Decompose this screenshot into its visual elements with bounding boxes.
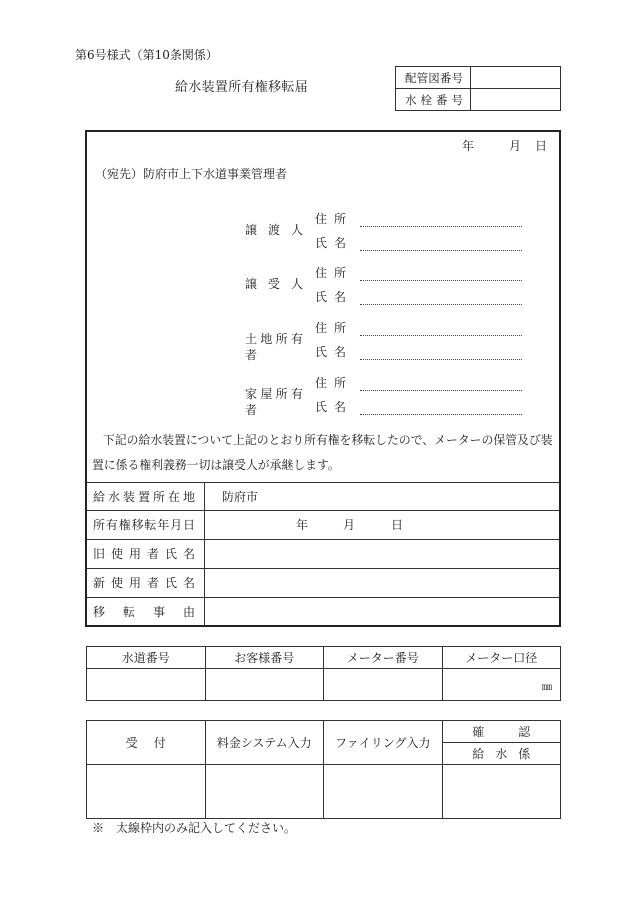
party-role-label: 家屋所有者: [245, 387, 303, 417]
billing-input-header: 料金システム入力: [205, 721, 324, 765]
statement-line-1: 下記の給水装置について上記のとおり所有権を移転したので、メーターの保管及び装: [103, 433, 553, 447]
name-fill-line: [360, 289, 522, 305]
name-fill-line: [360, 235, 522, 251]
address-label: 住所: [315, 266, 346, 280]
address-fill-line: [360, 211, 522, 227]
details-row-transfer-reason: [87, 597, 559, 625]
name-fill-line: [360, 344, 522, 360]
details-label-cell: [87, 569, 205, 597]
details-row-former-user: [87, 539, 559, 568]
party-house-owner: [87, 375, 559, 415]
water-section-header: 給水係: [472, 746, 531, 761]
hydrant-number-value-cell: [471, 89, 561, 111]
reception-header-cell: [87, 721, 206, 765]
water-section-header-cell: [442, 743, 561, 765]
party-role-label: 土地所有者: [245, 332, 303, 362]
details-label-cell: [87, 598, 205, 625]
address-fill-line: [360, 265, 522, 281]
date-year-label: 年: [462, 139, 475, 153]
confirm-cell: [442, 765, 561, 819]
address-label: 住所: [315, 212, 346, 226]
meter-diameter-unit: ㎜: [442, 669, 561, 701]
addressee: （宛先）防府市上下水道事業管理者: [95, 167, 288, 181]
location-value: 防府市: [222, 489, 259, 504]
pipe-map-number-value-cell: [471, 67, 561, 89]
customer-number-header: お客様番号: [205, 647, 324, 669]
meter-header-row: [87, 647, 561, 669]
name-label: 氏名: [315, 345, 346, 359]
name-label: 氏名: [315, 236, 346, 250]
hydrant-number-row: [396, 89, 561, 111]
name-label: 氏名: [315, 290, 346, 304]
details-value-cell: [205, 598, 559, 625]
confirm-header: 確認: [472, 724, 531, 739]
details-label-cell: [87, 540, 205, 568]
address-fill-line: [360, 375, 522, 391]
date-month-label: 月: [509, 139, 522, 153]
confirm-header-cell: [442, 721, 561, 743]
office-body-row: [87, 765, 561, 819]
meter-number-cell: [324, 669, 443, 701]
address-fill-line: [360, 320, 522, 336]
form-number: 第6号様式（第10条関係）: [75, 48, 218, 62]
address-label: 住所: [315, 321, 346, 335]
meter-number-header: メーター番号: [324, 647, 443, 669]
pipe-map-number-label: 配管図番号: [405, 70, 463, 85]
filing-input-header: ファイリング入力: [324, 721, 443, 765]
details-table: [87, 482, 559, 625]
date-day-label: 日: [535, 139, 548, 153]
details-value-cell: [205, 511, 559, 539]
details-label: 所有権移転年月日: [93, 518, 195, 532]
hydrant-number-label: 水栓番号: [405, 92, 463, 107]
reception-cell: [87, 765, 206, 819]
transfer-day-label: 日: [391, 518, 404, 532]
details-label: 給水装置所在地: [93, 489, 195, 504]
hydrant-number-label-cell: [396, 89, 471, 111]
details-row-new-user: [87, 568, 559, 597]
details-label-cell: [87, 511, 205, 539]
customer-number-cell: [205, 669, 324, 701]
water-number-header: 水道番号: [87, 647, 206, 669]
footnote: ※ 太線枠内のみ記入してください。: [92, 821, 297, 835]
party-transferee: [87, 265, 559, 305]
meter-value-row: [87, 669, 561, 701]
name-fill-line: [360, 399, 522, 415]
address-label: 住所: [315, 376, 346, 390]
meter-info-table: [86, 646, 561, 701]
details-label-cell: [87, 483, 205, 510]
reference-number-table: [395, 66, 561, 111]
office-use-table: [86, 720, 561, 819]
transfer-month-label: 月: [343, 518, 356, 532]
details-row-location: [87, 482, 559, 510]
details-row-transfer-date: [87, 510, 559, 539]
transfer-year-label: 年: [296, 518, 309, 532]
name-label: 氏名: [315, 400, 346, 414]
details-value-cell: [205, 569, 559, 597]
form-main-frame: [85, 130, 561, 627]
statement-line-2: 置に係る権利義務一切は譲受人が承継します。: [92, 458, 340, 472]
details-value-cell: [205, 540, 559, 568]
filing-input-cell: [324, 765, 443, 819]
pipe-map-number-row: [396, 67, 561, 89]
billing-input-cell: [205, 765, 324, 819]
details-label: 旧使用者氏名: [93, 547, 195, 561]
meter-diameter-header: メーター口径: [442, 647, 561, 669]
party-land-owner: [87, 320, 559, 360]
details-label: 移転事由: [93, 604, 195, 619]
water-number-cell: [87, 669, 206, 701]
details-label: 新使用者氏名: [93, 576, 195, 590]
reception-header: 受付: [125, 735, 166, 750]
office-header-row-1: [87, 721, 561, 743]
party-transferor: [87, 211, 559, 251]
form-title: 給水装置所有権移転届: [175, 80, 309, 95]
pipe-map-number-label-cell: [396, 67, 471, 89]
details-value-cell: [205, 483, 559, 510]
party-role-label: 譲受人: [245, 277, 303, 291]
party-role-label: 譲渡人: [245, 223, 303, 237]
